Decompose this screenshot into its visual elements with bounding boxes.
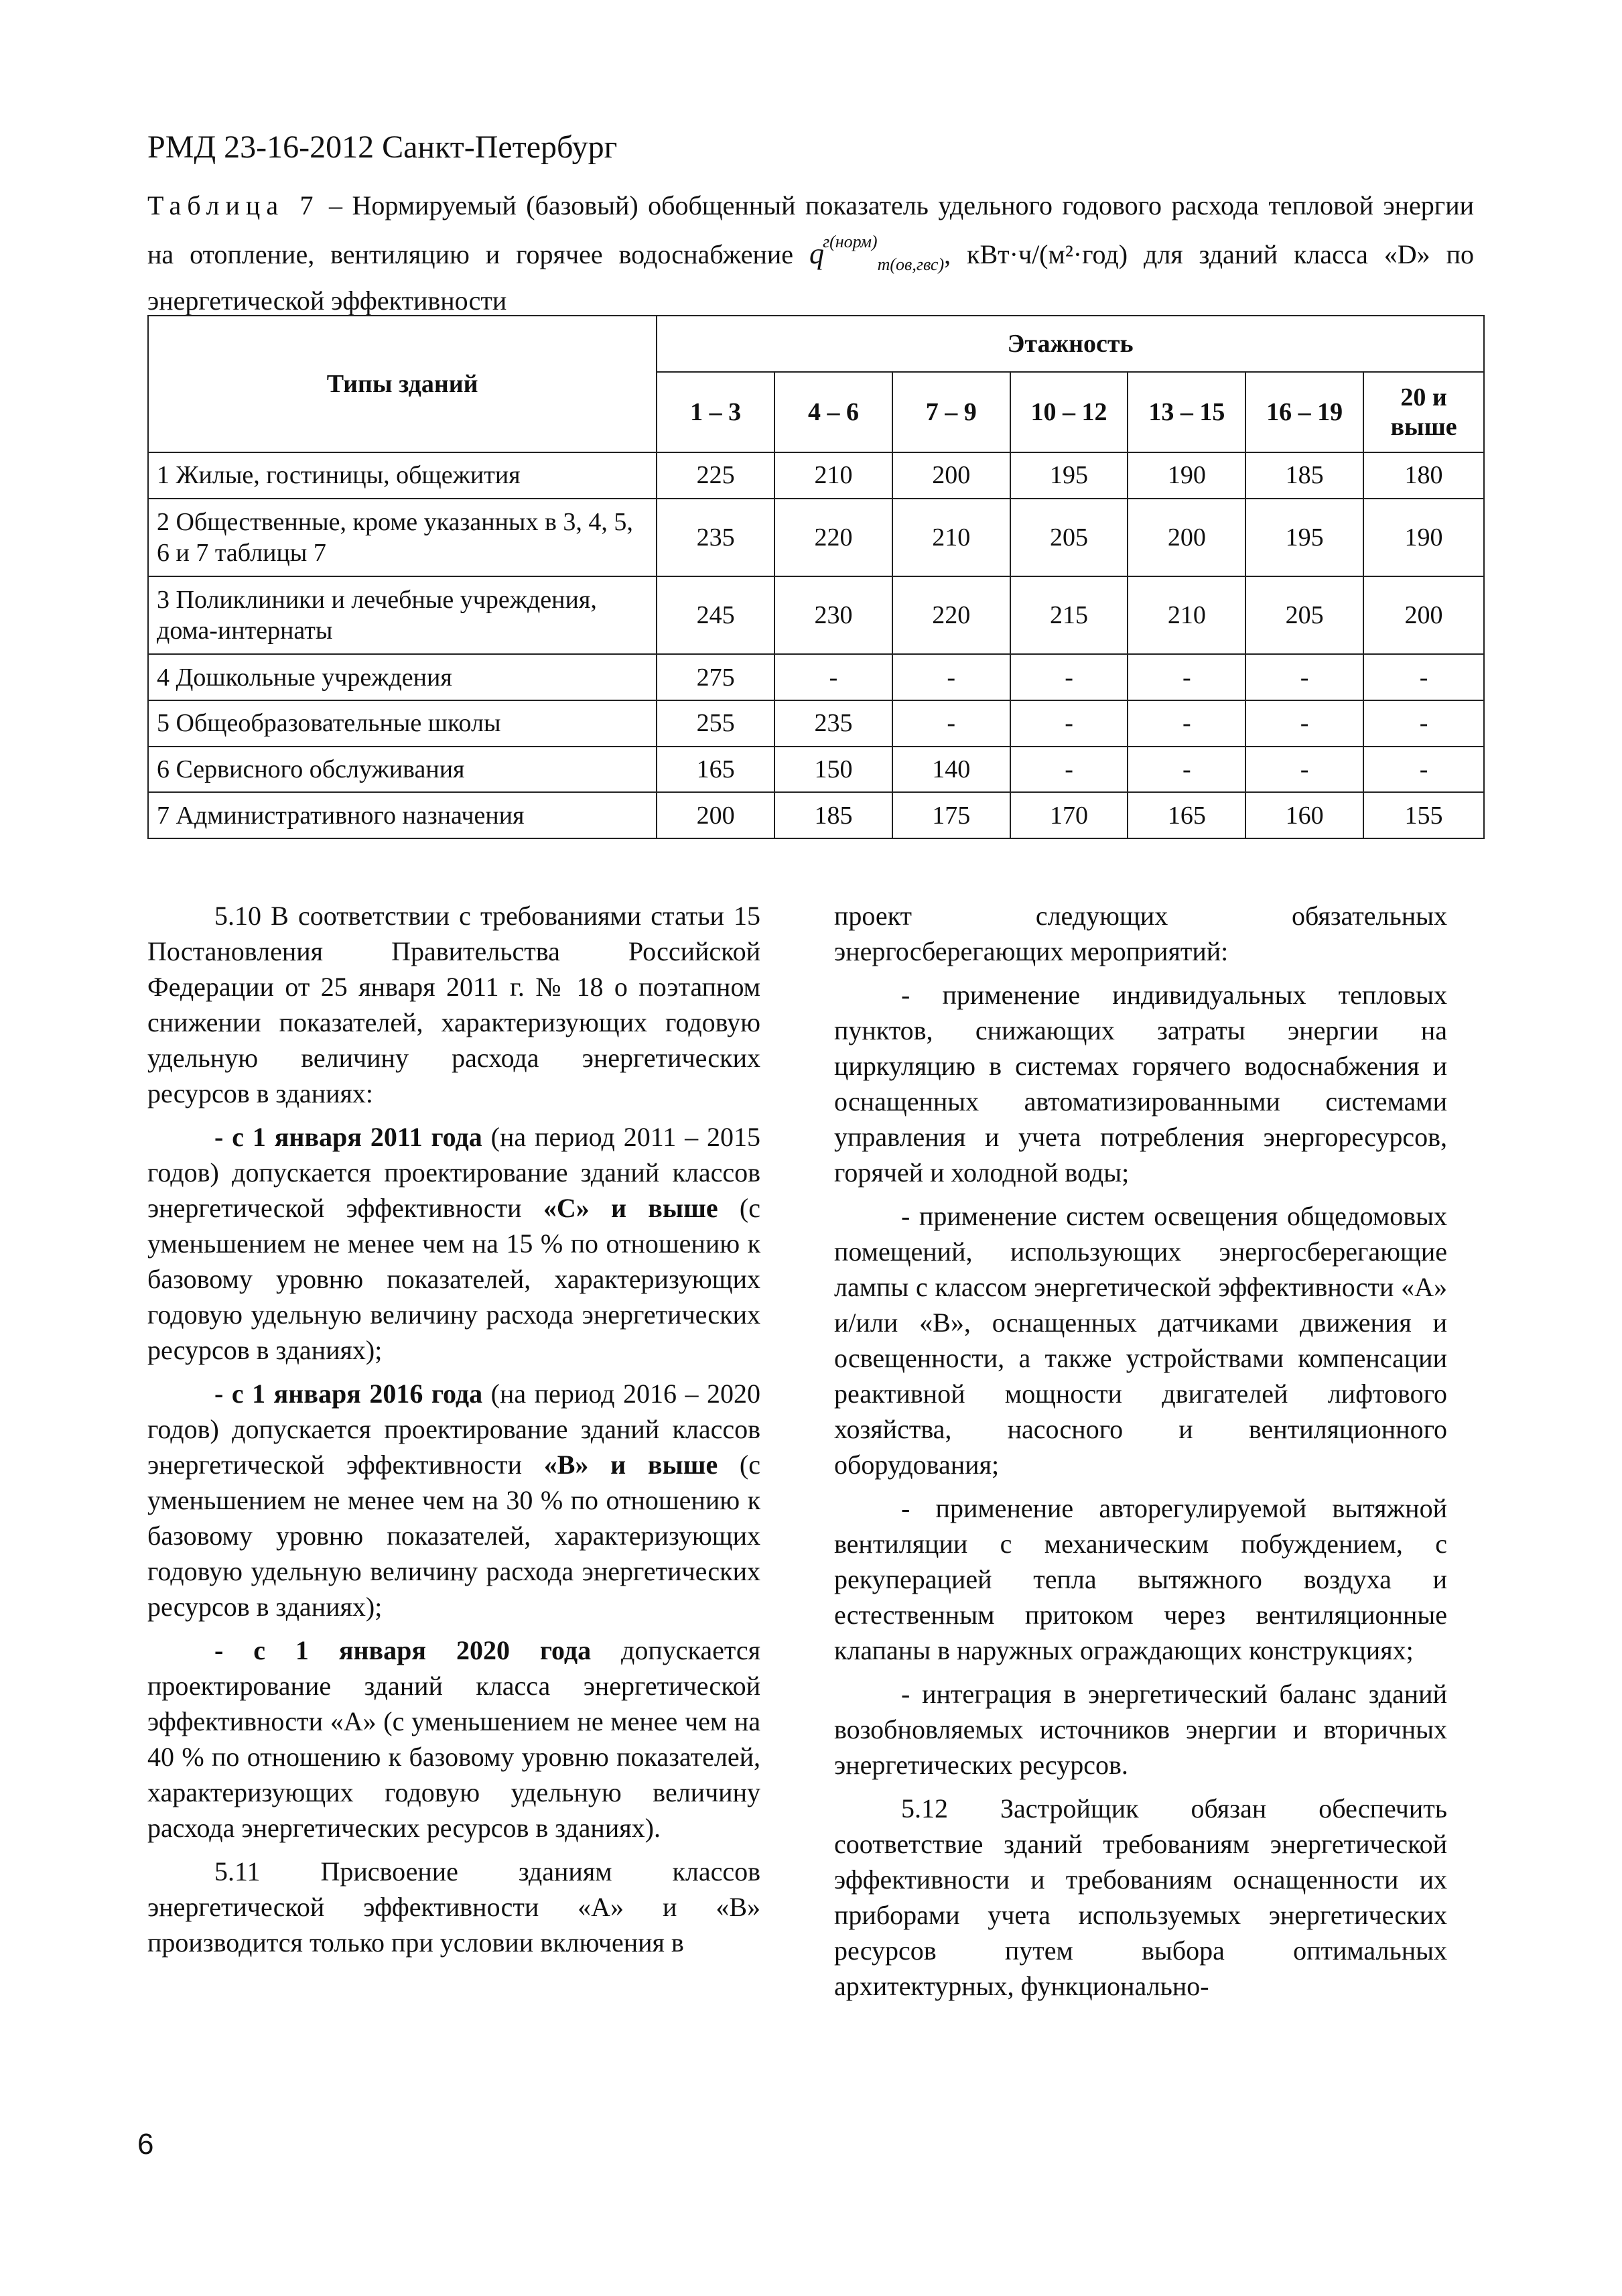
value-cell: 195 xyxy=(1010,452,1128,499)
value-cell: 230 xyxy=(774,576,892,654)
value-cell: - xyxy=(1363,654,1484,700)
value-cell: 185 xyxy=(774,792,892,838)
list-item: - применение авторегулируемой вытяжной вентиляции с механическим побуждением, с рекуперацией тепла вытяжного воздуха и естественным притоком через вентиляционные клапаны в наружных ограждающих конструкциях; xyxy=(834,1493,1447,1665)
header-building-types: Типы зданий xyxy=(148,316,657,452)
list-item: - применение систем освещения общедомовых помещений, использующих энергосберегающие лампы с классом энергетической эффективности «А» и/или «В», оснащенных датчиками движения и освещенности, а также устройствами компенсации реактивной мощности двигателей лифтового хозяйства, насосного и вентиляционного оборудования; xyxy=(834,1201,1447,1480)
paragraph-text: допускается проектирование зданий класса энергетической эффективности «А» (с уменьшением не менее чем на 40 % по отношению к базовому уровню показателей, характеризующих годовую удельную величину расхода энергетических ресурсов в зданиях). xyxy=(147,1635,760,1843)
value-cell: 165 xyxy=(1128,792,1245,838)
value-cell: 190 xyxy=(1363,499,1484,576)
table-row xyxy=(148,452,1484,499)
value-cell: - xyxy=(1010,654,1128,700)
paragraph-continuation: проект следующих обязательных энергосберегающих мероприятий: xyxy=(834,901,1447,966)
page-number: 6 xyxy=(137,2128,154,2161)
value-cell: 195 xyxy=(1245,499,1363,576)
floor-group-header: 4 – 6 xyxy=(774,372,892,452)
list-item: - интеграция в энергетический баланс зданий возобновляемых источников энергии и вторичных энергетических ресурсов. xyxy=(834,1679,1447,1780)
building-type-cell: 7 Административного назначения xyxy=(148,792,657,838)
table-row xyxy=(148,499,1484,576)
floor-group-header: 1 – 3 xyxy=(657,372,774,452)
value-cell: 200 xyxy=(892,452,1010,499)
q-symbol xyxy=(809,232,945,274)
value-cell: 225 xyxy=(657,452,774,499)
building-type-cell: 3 Поликлиники и лечебные учреждения, дома-интернаты xyxy=(148,576,657,654)
q-symbol-sup: г(норм) xyxy=(822,232,878,251)
value-cell: 175 xyxy=(892,792,1010,838)
bold-date-2020: - с 1 января 2020 года xyxy=(214,1635,592,1665)
table-row xyxy=(148,654,1484,700)
value-cell: - xyxy=(1010,700,1128,747)
building-type-cell: 5 Общеобразовательные школы xyxy=(148,700,657,747)
value-cell: 160 xyxy=(1245,792,1363,838)
value-cell: 215 xyxy=(1010,576,1128,654)
value-cell: 150 xyxy=(774,747,892,793)
value-cell: 190 xyxy=(1128,452,1245,499)
value-cell: 210 xyxy=(1128,576,1245,654)
paragraph-2020 xyxy=(147,1633,760,1846)
value-cell: 140 xyxy=(892,747,1010,793)
building-type-cell: 2 Общественные, кроме указанных в 3, 4, 5, 6 и 7 таблицы 7 xyxy=(148,499,657,576)
value-cell: - xyxy=(1128,654,1245,700)
floor-group-header: 10 – 12 xyxy=(1010,372,1128,452)
value-cell: 200 xyxy=(657,792,774,838)
q-symbol-base: q xyxy=(809,237,824,270)
value-cell: 180 xyxy=(1363,452,1484,499)
bold-date-2011: - с 1 января 2011 года xyxy=(214,1122,482,1152)
value-cell: - xyxy=(1128,747,1245,793)
paragraph-text: (с уменьшением не менее чем на 30 % по отношению к базовому уровню показателей, характеризующих годовую удельную величину расхода энергетических ресурсов в зданиях); xyxy=(147,1450,760,1622)
value-cell: 210 xyxy=(774,452,892,499)
list-item: - применение индивидуальных тепловых пунктов, снижающих затраты энергии на циркуляцию в системах горячего водоснабжения и оснащенных автоматизированными системами управления и учета потребления энергоресурсов, горячей и холодной воды; xyxy=(834,980,1447,1188)
value-cell: 200 xyxy=(1128,499,1245,576)
paragraph-text: (на период 2011 – 2015 годов) допускается проектирование зданий классов энергетической эффективности xyxy=(147,1122,760,1223)
value-cell: 245 xyxy=(657,576,774,654)
table-row xyxy=(148,792,1484,838)
value-cell: 220 xyxy=(892,576,1010,654)
right-text-column xyxy=(834,898,1447,2012)
building-type-cell: 6 Сервисного обслуживания xyxy=(148,747,657,793)
paragraph-text: (на период 2016 – 2020 годов) допускается проектирование зданий классов энергетической эффективности xyxy=(147,1379,760,1480)
paragraph-5-12: 5.12 Застройщик обязан обеспечить соответствие зданий требованиям энергетической эффективности и требованиям оснащенности их приборами учета используемых энергетических ресурсов путем выбора оптимальных архитектурных, функционально- xyxy=(834,1793,1447,2001)
table-row xyxy=(148,576,1484,654)
value-cell: - xyxy=(892,700,1010,747)
value-cell: - xyxy=(1245,747,1363,793)
value-cell: - xyxy=(1245,700,1363,747)
bold-date-2016: - с 1 января 2016 года xyxy=(214,1379,483,1409)
value-cell: 275 xyxy=(657,654,774,700)
building-type-cell: 4 Дошкольные учреждения xyxy=(148,654,657,700)
table-row xyxy=(148,700,1484,747)
floor-group-header: 13 – 15 xyxy=(1128,372,1245,452)
value-cell: 205 xyxy=(1245,576,1363,654)
value-cell: 210 xyxy=(892,499,1010,576)
value-cell: - xyxy=(1010,747,1128,793)
value-cell: - xyxy=(774,654,892,700)
value-cell: - xyxy=(1363,700,1484,747)
table-caption xyxy=(147,188,1474,319)
value-cell: - xyxy=(1363,747,1484,793)
building-type-cell: 1 Жилые, гостиницы, общежития xyxy=(148,452,657,499)
paragraph-5-11: 5.11 Присвоение зданиям классов энергетической эффективности «А» и «В» производится только при условии включения в xyxy=(147,1856,760,1958)
left-text-column xyxy=(147,898,760,1968)
paragraph-text: (с уменьшением не менее чем на 15 % по отношению к базовому уровню показателей, характеризующих годовую удельную величину расхода энергетических ресурсов в зданиях); xyxy=(147,1193,760,1365)
table-caption-text: – Нормируемый (базовый) обобщенный показатель удельного годового расхода тепловой энергии на отопление, вентиляцию и горячее водоснабжение xyxy=(147,190,1475,269)
floor-group-header: 20 и выше xyxy=(1363,372,1484,452)
paragraph-5-10: 5.10 В соответствии с требованиями статьи 15 Постановления Правительства Российской Федерации от 25 января 2011 г. № 18 о поэтапном снижении показателей, характеризующих годовую удельную величину расхода энергетических ресурсов в зданиях: xyxy=(147,901,760,1108)
value-cell: 170 xyxy=(1010,792,1128,838)
floor-group-header: 7 – 9 xyxy=(892,372,1010,452)
bold-class-b: «В» и выше xyxy=(543,1450,718,1480)
table-row xyxy=(148,747,1484,793)
bold-class-c: «С» и выше xyxy=(543,1193,718,1223)
table-caption-lead: Таблица 7 xyxy=(147,190,320,220)
norm-table xyxy=(147,315,1485,839)
value-cell: 255 xyxy=(657,700,774,747)
paragraph-2011 xyxy=(147,1119,760,1368)
value-cell: 235 xyxy=(774,700,892,747)
header-floors: Этажность xyxy=(657,316,1484,372)
value-cell: 200 xyxy=(1363,576,1484,654)
q-symbol-sub: m(ов,гвс) xyxy=(877,255,945,274)
table-caption-units: , кВт·ч/(м²·год) для зданий класса «D» по энергетической эффективности xyxy=(147,239,1474,316)
value-cell: - xyxy=(1128,700,1245,747)
value-cell: 155 xyxy=(1363,792,1484,838)
value-cell: 165 xyxy=(657,747,774,793)
floor-group-header: 16 – 19 xyxy=(1245,372,1363,452)
value-cell: 220 xyxy=(774,499,892,576)
value-cell: - xyxy=(892,654,1010,700)
paragraph-2016 xyxy=(147,1376,760,1624)
document-header: РМД 23-16-2012 Санкт-Петербург xyxy=(147,129,618,165)
value-cell: - xyxy=(1245,654,1363,700)
value-cell: 235 xyxy=(657,499,774,576)
value-cell: 185 xyxy=(1245,452,1363,499)
value-cell: 205 xyxy=(1010,499,1128,576)
